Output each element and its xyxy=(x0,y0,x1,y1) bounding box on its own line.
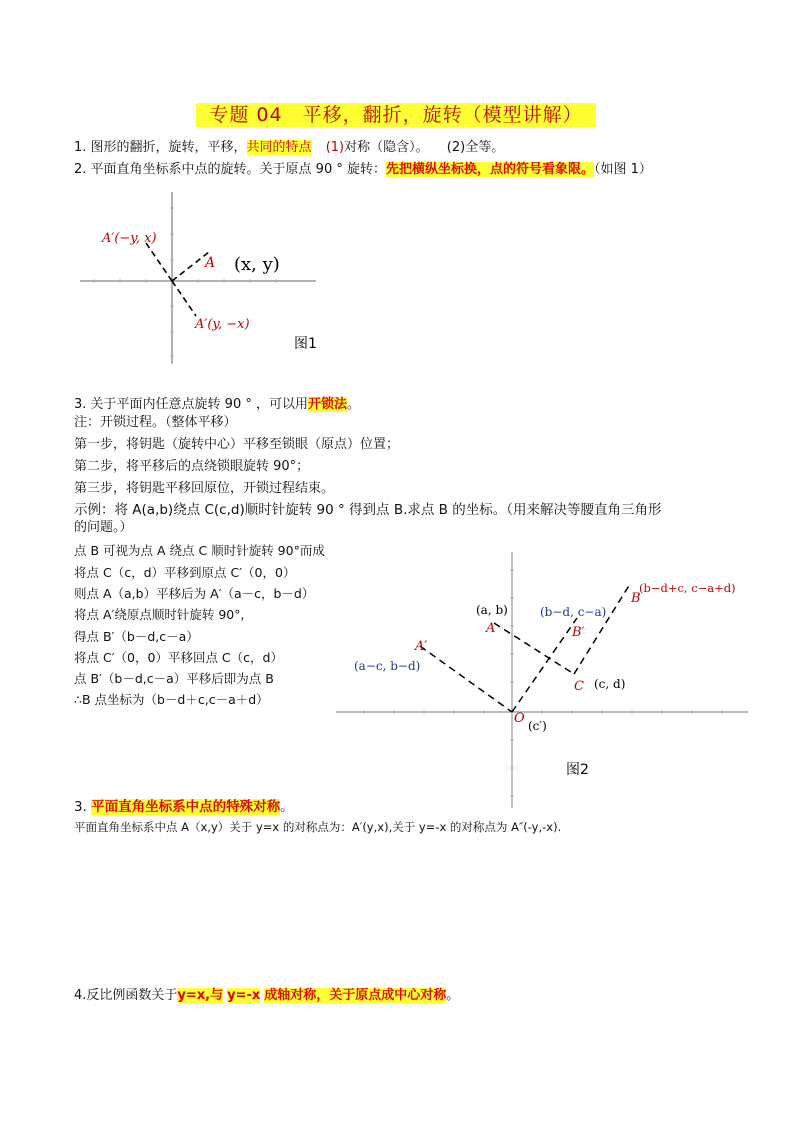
item-3-tail: 。 xyxy=(347,397,361,412)
fig1-seg-a-prime-bottom xyxy=(172,281,196,316)
item-1-p1: (1) xyxy=(325,140,345,155)
item-3-solution-7: 点 B′（b－d,c－a）平移后即为点 B xyxy=(74,671,274,686)
fig2-ticks xyxy=(364,570,722,796)
fig1-seg-a xyxy=(172,252,209,281)
item-3-step-1: 第一步，将钥匙（旋转中心）平移至锁眼（原点）位置； xyxy=(74,437,400,452)
fig2-seg-a-c xyxy=(494,623,574,674)
figure-1 xyxy=(74,188,394,370)
item-1-highlight: 共同的特点 xyxy=(246,140,312,155)
fig1-label-a: A xyxy=(205,255,216,271)
fig2-caption: 图2 xyxy=(566,762,589,778)
item-1-lead: 1. 图形的翻折，旋转，平移， xyxy=(74,140,247,155)
item-3-highlight: 开锁法 xyxy=(307,397,347,412)
item-3b-tail: 。 xyxy=(280,799,294,815)
item-4-highlight-3: 成轴对称，关于原点成中心对称 xyxy=(264,988,447,1003)
fig1-label-a-prime-bottom: A′(y, −x) xyxy=(195,317,250,332)
item-4 xyxy=(74,987,459,1005)
fig2-label-bdca: (b−d, c−a) xyxy=(540,605,607,619)
item-4-lead: 4.反比例函数关于 xyxy=(74,988,178,1003)
fig2-label-a: A xyxy=(486,621,496,636)
fig2-label-b: B xyxy=(631,591,641,606)
fig2-label-acbd: (a−c, b−d) xyxy=(354,659,421,673)
fig2-label-o: O xyxy=(514,711,525,726)
item-3-solution-3: 则点 A（a,b）平移后为 A′（a－c，b－d） xyxy=(74,586,315,601)
fig2-label-c: C xyxy=(574,679,584,694)
item-2-lead: 2. 平面直角坐标系中点的旋转。关于原点 90 ° 旋转： xyxy=(74,162,386,177)
fig1-label-a-prime-top: A′(−y, x) xyxy=(102,231,157,246)
item-3b-lead: 3. xyxy=(74,799,92,815)
item-3-solution-4: 将点 A′绕原点顺时针旋转 90°, xyxy=(74,607,245,622)
fig1-label-xy: (x, y) xyxy=(234,254,280,275)
fig2-label-b-prime: B′ xyxy=(572,625,585,640)
item-3b-body: 平面直角坐标系中点 A（x,y）关于 y=x 的对称点为：A′(y,x),关于 y=-x 的对称点为 A″(-y,-x). xyxy=(74,820,562,834)
fig2-label-a-prime: A′ xyxy=(415,639,428,654)
fig1-caption: 图1 xyxy=(294,336,317,352)
item-2 xyxy=(74,161,652,179)
fig2-label-ab: (a, b) xyxy=(476,603,508,617)
item-1-p2: (2)全等。 xyxy=(446,140,505,155)
item-3-solution-6: 将点 C′（0，0）平移回点 C（c，d） xyxy=(74,650,283,665)
item-3-lead: 3. 关于平面内任意点旋转 90 ° ，可以用 xyxy=(74,397,308,412)
fig2-seg-b-prime xyxy=(512,618,577,712)
item-3b xyxy=(74,798,294,816)
item-3-example-b: 的问题。） xyxy=(74,520,133,535)
page-title: 专题 04 平移，翻折，旋转（模型讲解） xyxy=(196,103,596,127)
item-2-highlight: 先把横纵坐标换，点的符号看象限。 xyxy=(385,162,594,177)
item-1-p1-text: 对称（隐含）。 xyxy=(344,140,429,155)
figure-2 xyxy=(334,550,754,812)
item-3-solution-1: 点 B 可视为点 A 绕点 C 顺时针旋转 90°而成 xyxy=(74,543,325,558)
item-3 xyxy=(74,396,360,414)
item-3-solution-8: ∴B 点坐标为（b－d＋c,c－a＋d） xyxy=(74,692,269,707)
item-3b-highlight: 平面直角坐标系中点的特殊对称 xyxy=(91,799,281,815)
item-4-tail: 。 xyxy=(446,988,460,1003)
item-3-solution-5: 得点 B′（b－d,c－a） xyxy=(74,629,199,644)
item-3-step-2: 第二步，将平移后的点绕锁眼旋转 90°； xyxy=(74,459,310,474)
item-3-step-3: 第三步，将钥匙平移回原位，开锁过程结束。 xyxy=(74,481,335,496)
item-2-tail: （如图 1） xyxy=(594,162,652,177)
item-4-highlight-1: y=x,与 xyxy=(177,988,224,1003)
item-3-example-a: 示例：将 A(a,b)绕点 C(c,d)顺时针旋转 90 ° 得到点 B.求点 B 的坐标。（用来解决等腰直角三角形 xyxy=(74,502,662,518)
fig2-label-cd: (c, d) xyxy=(594,677,626,691)
fig2-seg-a-prime xyxy=(420,646,512,712)
fig1-seg-a-prime-top xyxy=(146,243,172,281)
item-4-highlight-2: y=-x xyxy=(227,988,261,1003)
fig2-label-bdc: (b−d+c, c−a+d) xyxy=(639,581,736,595)
item-1 xyxy=(74,139,504,157)
item-3-note: 注：开锁过程。（整体平移） xyxy=(74,415,237,430)
item-3-solution-2: 将点 C（c，d）平移到原点 C′（0，0） xyxy=(74,565,296,580)
fig2-label-c-prime: (c′) xyxy=(528,719,547,733)
